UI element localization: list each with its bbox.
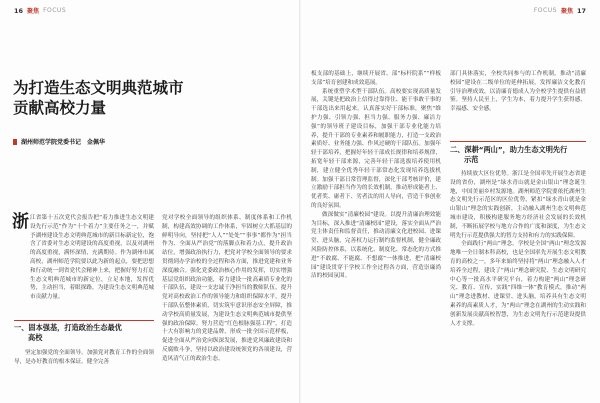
subhead-1-line2: 高校 — [28, 333, 43, 342]
subhead-1 — [14, 323, 156, 343]
body-paragraph: 全面践行“两山”理念。学校是全国“两山”理念发源地唯一全日制本科高校，也是全国率先开展生态文明教育的高校之一，多年来始终坚持将“两山”理念融入人才培养全过程，建设了“两山”理念研究院、生态文明研究中心等一批高水平研究平台，着力构建“两山”理念研究、教育、宣传、实践“四维一体”教育模式，推动“两山”理念进教材、进课堂、进头脑，培养具有生态文明素养的高素质人才，为“两山”理念在湖州的生动实践和创新发展贡献高校智慧，为生态文明先行示范建设提供人才支撑。 — [450, 241, 586, 327]
article-title — [13, 78, 188, 118]
body-paragraph: 党对学校全面领导的组织体系、制度体系和工作机制，构建高效协调的工作体系，牢固树立大抓基层的鲜明导向，坚持把“人人”“处处”“事事”都作为“担当作为、全面从严治党”的落脚点和着力点，提升政治站位，增强政治执行力，把党对学校全面领导的要求贯彻到办学治校的全过程和各方面，推进党建和业务深度融合。强化党委政治核心作用的发挥，切实增强基层党组织政治功能，着力建设一批高素质专业化的干部队伍，建设一支忠诚干净担当的教师队伍，提升党对高校政治工作的领导能力和组织保障水平，提升干部队伍整体素质，切实筑牢意识形态安全屏障，推动学校高质量发展，为建设生态文明典范城市提供坚强的政治保障。努力营造“红色根脉强基工程”，打造十大有影响力的党建品牌，形成一批全国示范样板，促进全面从严治党向纵深发展，推进党风廉政建设和反腐败斗争，坚持以政治建设统领党的各项建设，营造风清气正的政治生态。 — [162, 215, 292, 362]
section-label-right: 聚焦 — [560, 8, 573, 15]
body-paragraph: 板支部的基础上，继续开展省、部“标杆院系”“样板支部”培育创建和成效巡展。 — [311, 71, 441, 86]
subhead-2 — [450, 145, 590, 165]
subhead-2-line2: 示范 — [464, 155, 479, 164]
body-paragraph: 部门具体落实，全校共同参与的工作机制，推动“清廉校园”建设在二级单位的延伸拓展，发挥廉洁文化教育引导治理成效，以清廉育德成人为全校学生提供有益借鉴。坚持人民至上，学生为本，着力提升学生获得感、幸福感、安全感。 — [450, 71, 586, 113]
section-label-en-left: FOCUS — [43, 7, 67, 14]
subhead-rule — [14, 320, 154, 321]
section-label-left: 聚焦 — [27, 8, 40, 15]
page-gutter — [299, 0, 301, 403]
column-4-top — [450, 70, 586, 128]
article-title-line2: 贡献高校力量 — [13, 99, 107, 117]
drop-cap: 浙 — [12, 212, 29, 232]
author-name: 湖州师范学院党委书记 金佩华 — [21, 139, 106, 146]
body-paragraph: 坚定加强党的全面领导。加强党对教育工作的全面领导，是办好教育的根本保证。健全完善 — [14, 350, 154, 365]
running-header-right — [534, 6, 586, 15]
column-3 — [311, 70, 441, 400]
page-number-left: 16 — [14, 6, 24, 15]
article-title-line1: 为打造生态文明典范城市 — [13, 79, 184, 97]
body-paragraph: 系统重塑学术型干部队伍。高校要实现高质量发展，关键是把政治上信得过靠得住、能干事敢干事的干部选出来用起来。认真落实好干部标准，聚焦“维护力强、引领力强、担当力强、服务力强、廉洁力强”的领导班子建设目标，加强干部专业化能力培养，提升干部的专业素养和履职能力，打造一支政治素质好、业务能力强、作风过硬的干部队伍。加强年轻干部培养，把握好年轻干部成长规律和培养规律，拓宽年轻干部来源，完善年轻干部选拔培养使用机制，建立健全优秀年轻干部常态化发现培养选拔机制。加强干部日常管理监督，深化干部考核评价，建立激励干部担当作为的长效机制，推动形成能者上、优者奖、庸者下、劣者汰的用人导向，营造干事创业的良好氛围。 — [311, 88, 441, 209]
section-label-en-right: FOCUS — [533, 7, 557, 14]
subhead-2-line1: 二、深耕“两山”，助力生态文明先行 — [450, 145, 568, 154]
author-line — [13, 137, 105, 146]
page-number-right: 17 — [576, 6, 586, 15]
body-paragraph: 持续放大区位优势。浙江是全国率先开展生态省建设的省份，湖州是“绿水青山就是金山银山”理念诞生地，中国美丽乡村发源地。湖州师范学院要依托湖州生态文明先行示范区的区位优势，紧扣“绿水青山就是金山银山”理念的实践创新，主动融入湖州生态文明典范城市建设，积极构建服务地方经济社会发展的长效机制，不断拓展学校与地方合作的广度和深度，为生态文明先行示范提供强大的智力支持和有力的实践保障。 — [450, 171, 586, 239]
column-2 — [162, 214, 292, 400]
author-marker — [13, 139, 17, 145]
column-1-intro — [30, 214, 154, 301]
running-header-left — [14, 6, 66, 15]
column-4-body — [450, 170, 586, 400]
subhead-rule — [450, 141, 586, 142]
column-1-body — [14, 349, 154, 399]
subhead-1-line1: 一、固本强基，打造政治生态最优 — [14, 323, 122, 332]
body-paragraph: 做深做实“清廉校园”建设。以提升清廉治理效能为目标，深入推进“清廉校园”建设，落实全面从严治党主体责任和监督责任，推动清廉文化进校园、进课堂、进头脑，完善权力运行制约监督机制，健全廉政风险防控体系，以系统化、制度化、常态化的方式推进“不敢腐、不能腐、不想腐”一体推进，把“清廉校园”建设贯穿于学校工作全过程各方面，营造崇廉尚洁的校园氛围。 — [311, 211, 441, 280]
intro-paragraph: 江省第十五次党代会报告把“着力推进生态文明建设先行示范”作为“十个着力”主要任务之一，并赋予湖州建设生态文明典范城市的新目标新定位，饱含了省委对生态文明建设的高度重视，以及对湖州的高度重视，满怀深情，充满期待。作为湖州市属高校，湖州师范学院要以此为新的起点，要把思想和行动统一到省党代会精神上来，把握好努力打造生态文明典范城市的新定位，立足本地，发挥优势，主动担当，着眼探路，为建设生态文明典范城市贡献力量。 — [30, 215, 154, 301]
